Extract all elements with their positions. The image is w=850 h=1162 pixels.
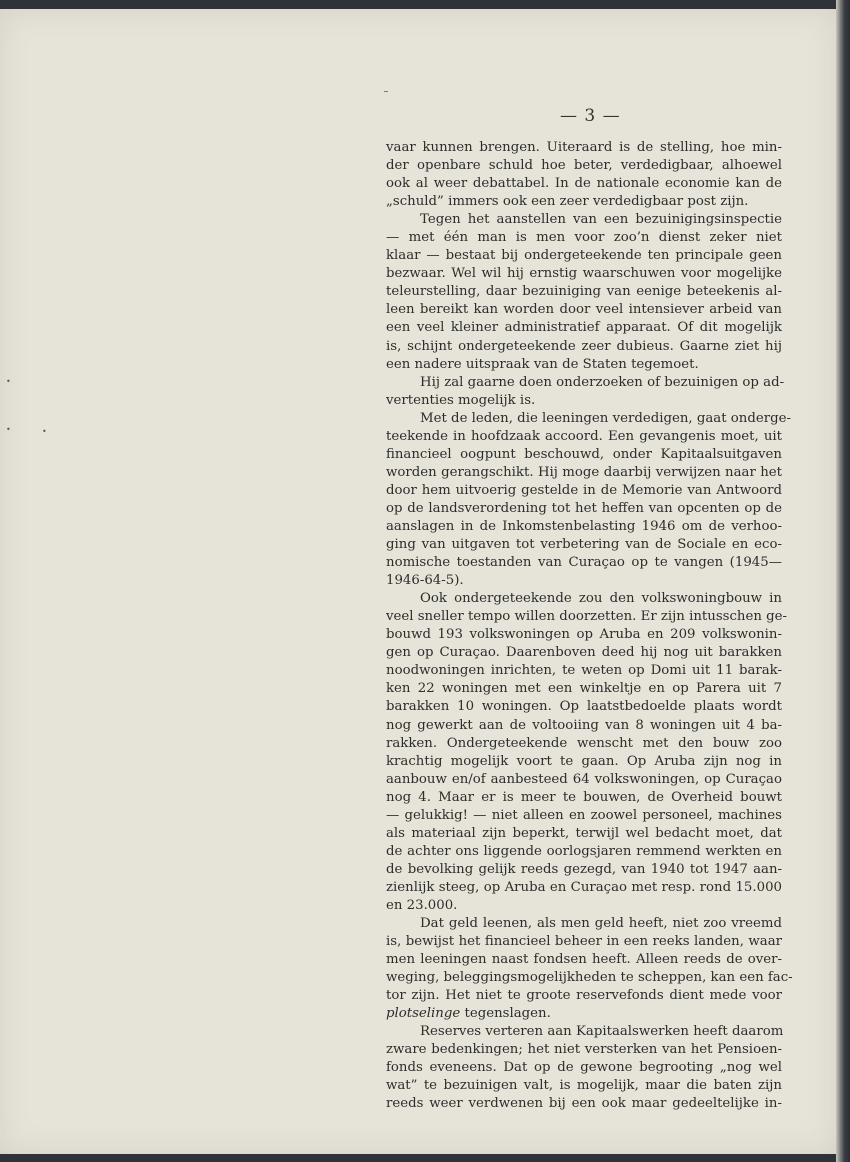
- text-line: Tegen het aanstellen van een bezuinigingsinspectie: [420, 212, 782, 228]
- text-line: is, schijnt ondergeteekende zeer dubieus. Gaarne ziet hij: [386, 338, 782, 354]
- text-line: Ook ondergeteekende zou den volkswoningbouw in: [420, 591, 782, 607]
- text-line: ken 22 woningen met een winkeltje en op Parera uit 7: [386, 681, 782, 697]
- text-line: teekende in hoofdzaak accoord. Een gevangenis moet, uit: [386, 428, 782, 444]
- text-line: vertenties mogelijk is.: [386, 392, 536, 408]
- text-line: leen bereikt kan worden door veel intensiever arbeid van: [386, 302, 782, 318]
- text-line: de bevolking gelijk reeds gezegd, van 1940 tot 1947 aan-: [386, 861, 782, 877]
- text-line: ook al weer debattabel. In de nationale economie kan de: [386, 176, 782, 192]
- text-line: als materiaal zijn beperkt, terwijl wel bedacht moet, dat: [386, 825, 782, 841]
- body-text: [386, 139, 793, 1114]
- text-line: gen op Curaçao. Daarenboven deed hij nog uit barakken: [386, 645, 782, 661]
- text-line: aanbouw en/of aanbesteed 64 volkswoningen, op Curaçao: [386, 771, 782, 787]
- text-line: financieel oogpunt beschouwd, onder Kapitaalsuitgaven: [386, 446, 782, 462]
- text-line: — gelukkig! — niet alleen en zoowel personeel, machines: [386, 807, 782, 823]
- margin-dot: •: [6, 377, 11, 386]
- text-line: der openbare schuld hoe beter, verdedigbaar, alhoewel: [386, 158, 782, 174]
- text-line: door hem uitvoerig gestelde in de Memorie van Antwoord: [386, 482, 782, 498]
- text-line: reeds weer verdwenen bij een ook maar gedeeltelijke in-: [386, 1096, 782, 1112]
- document-page: [0, 9, 836, 1154]
- text-line: een nadere uitspraak van de Staten tegemoet.: [386, 356, 699, 372]
- text-line: klaar — bestaat bij ondergeteekende ten principale geen: [386, 248, 782, 264]
- text-line: nog 4. Maar er is meer te bouwen, de Overheid bouwt: [386, 789, 782, 805]
- scan-edge: [836, 0, 850, 1162]
- text-line: nog gewerkt aan de voltooiing van 8 woningen uit 4 ba-: [386, 717, 782, 733]
- text-line: worden gerangschikt. Hij moge daarbij verwijzen naar het: [386, 464, 782, 480]
- text-line: vaar kunnen brengen. Uiteraard is de stelling, hoe min-: [386, 140, 782, 155]
- text-line: tor zijn. Het niet te groote reservefonds dient mede voor: [386, 988, 782, 1004]
- text-line: Dat geld leenen, als men geld heeft, niet zoo vreemd: [420, 916, 782, 932]
- text-line: noodwoningen inrichten, te weten op Domi uit 11 barak-: [386, 663, 782, 679]
- text-line: wat” te bezuinigen valt, is mogelijk, maar die baten zijn: [386, 1078, 782, 1094]
- text-line: veel sneller tempo willen doorzetten. Er zijn intusschen ge-: [386, 609, 788, 625]
- text-line: krachtig mogelijk voort te gaan. Op Aruba zijn nog in: [386, 753, 782, 769]
- text-line: fonds eveneens. Dat op de gewone begrooting „nog wel: [386, 1060, 782, 1076]
- scan-mark: [384, 91, 388, 92]
- text-line: nomische toestanden van Curaçao op te vangen (1945—: [386, 555, 782, 571]
- text-line: men leeningen naast fondsen heeft. Alleen reeds de over-: [386, 952, 782, 968]
- text-line: „schuld” immers ook een zeer verdedigbaar post zijn.: [386, 194, 749, 210]
- text-line: en 23.000.: [386, 897, 458, 913]
- text-line: — met één man is men voor zoo’n dienst zeker niet: [386, 230, 782, 246]
- text-line: zware bedenkingen; het niet versterken van het Pensioen-: [386, 1042, 782, 1058]
- text-line: plotselinge tegenslagen.: [386, 1006, 551, 1022]
- text-line: een veel kleiner administratief apparaat. Of dit mogelijk: [386, 320, 782, 336]
- text-line: ging van uitgaven tot verbetering van de Sociale en eco-: [386, 537, 782, 553]
- text-line: 1946-64-5).: [386, 573, 464, 589]
- text-line: zienlijk steeg, op Aruba en Curaçao met resp. rond 15.000: [386, 879, 782, 895]
- text-line: de achter ons liggende oorlogsjaren remmend werkten en: [386, 843, 782, 859]
- text-line: op de landsverordening tot het heffen van opcenten op de: [386, 500, 782, 516]
- text-line: Reserves verteren aan Kapitaalswerken heeft daarom: [420, 1024, 784, 1040]
- text-line: aanslagen in de Inkomstenbelasting 1946 om de verhoo-: [386, 518, 782, 534]
- margin-dot: •: [6, 425, 11, 434]
- text-line: Hij zal gaarne doen onderzoeken of bezuinigen op ad-: [420, 374, 785, 390]
- text-line: weging, beleggingsmogelijkheden te scheppen, kan een fac-: [386, 970, 793, 986]
- margin-dot: •: [42, 427, 47, 436]
- text-line: rakken. Ondergeteekende wenscht met den bouw zoo: [386, 735, 782, 751]
- text-line: bezwaar. Wel wil hij ernstig waarschuwen voor mogelijke: [386, 266, 782, 282]
- text-line: is, bewijst het financieel beheer in een reeks landen, waar: [386, 934, 782, 950]
- text-line: barakken 10 woningen. Op laatstbedoelde plaats wordt: [386, 699, 782, 715]
- page-number: — 3 —: [560, 106, 621, 126]
- text-line: Met de leden, die leeningen verdedigen, gaat onderge-: [420, 410, 791, 426]
- text-line: teleurstelling, daar bezuiniging van eenige beteekenis al-: [386, 284, 782, 300]
- text-line: bouwd 193 volkswoningen op Aruba en 209 volkswonin-: [386, 627, 782, 643]
